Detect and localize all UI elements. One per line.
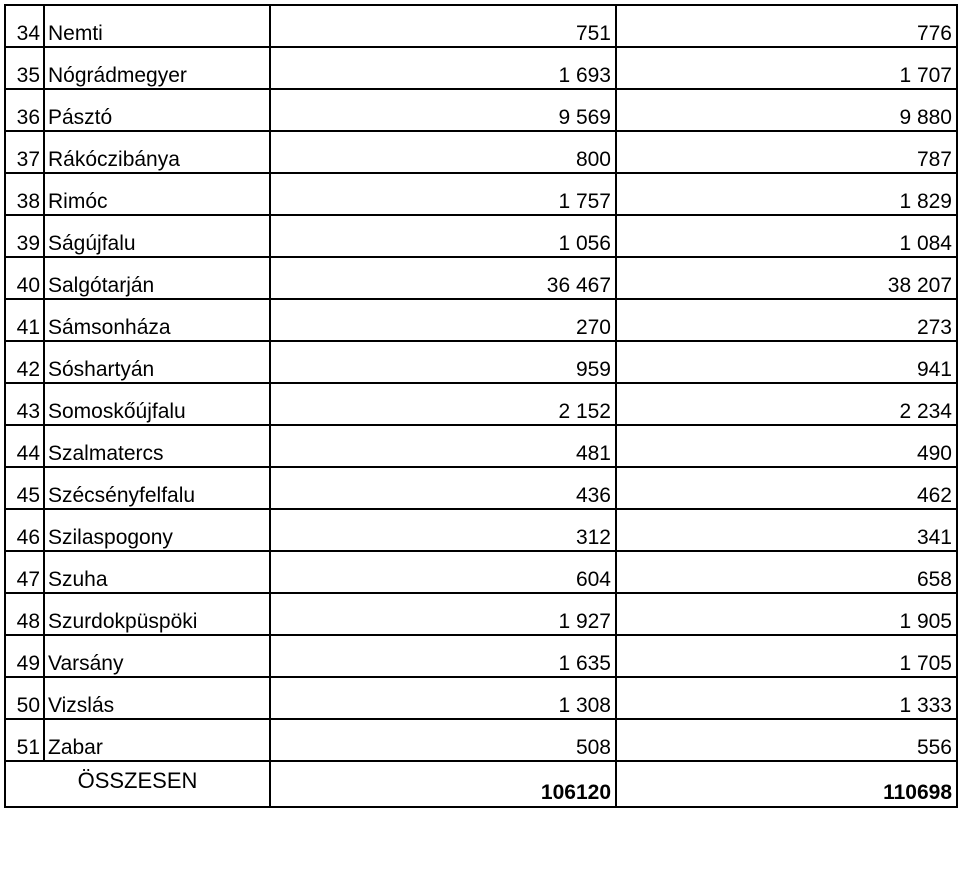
value-2: 2 234 xyxy=(616,383,957,425)
value-2: 1 084 xyxy=(616,215,957,257)
value-1: 312 xyxy=(270,509,616,551)
settlement-name: Vizslás xyxy=(44,677,270,719)
value-2: 490 xyxy=(616,425,957,467)
row-number: 44 xyxy=(5,425,44,467)
row-number: 46 xyxy=(5,509,44,551)
value-1: 959 xyxy=(270,341,616,383)
row-number: 50 xyxy=(5,677,44,719)
value-1: 1 635 xyxy=(270,635,616,677)
row-number: 45 xyxy=(5,467,44,509)
table-row xyxy=(5,89,957,131)
table-row xyxy=(5,677,957,719)
value-2: 462 xyxy=(616,467,957,509)
total-value-2: 110698 xyxy=(616,761,957,807)
row-number: 41 xyxy=(5,299,44,341)
value-2: 273 xyxy=(616,299,957,341)
row-number: 48 xyxy=(5,593,44,635)
value-1: 1 927 xyxy=(270,593,616,635)
value-2: 1 333 xyxy=(616,677,957,719)
value-1: 1 308 xyxy=(270,677,616,719)
value-1: 270 xyxy=(270,299,616,341)
row-number: 38 xyxy=(5,173,44,215)
value-1: 481 xyxy=(270,425,616,467)
table-row xyxy=(5,383,957,425)
table-row xyxy=(5,719,957,761)
value-1: 800 xyxy=(270,131,616,173)
row-number: 47 xyxy=(5,551,44,593)
total-value-1: 106120 xyxy=(270,761,616,807)
settlement-name: Rákóczibánya xyxy=(44,131,270,173)
total-row xyxy=(5,761,957,807)
value-1: 604 xyxy=(270,551,616,593)
value-1: 2 152 xyxy=(270,383,616,425)
settlement-name: Nógrádmegyer xyxy=(44,47,270,89)
table-row xyxy=(5,425,957,467)
settlement-name: Szécsényfelfalu xyxy=(44,467,270,509)
settlement-name: Szuha xyxy=(44,551,270,593)
row-number: 42 xyxy=(5,341,44,383)
value-2: 341 xyxy=(616,509,957,551)
value-2: 38 207 xyxy=(616,257,957,299)
table-row xyxy=(5,467,957,509)
table-row xyxy=(5,215,957,257)
value-1: 1 693 xyxy=(270,47,616,89)
table-row xyxy=(5,299,957,341)
row-number: 51 xyxy=(5,719,44,761)
value-2: 776 xyxy=(616,5,957,47)
row-number: 35 xyxy=(5,47,44,89)
settlement-name: Rimóc xyxy=(44,173,270,215)
row-number: 43 xyxy=(5,383,44,425)
row-number: 39 xyxy=(5,215,44,257)
table-row xyxy=(5,635,957,677)
total-label: ÖSSZESEN xyxy=(5,761,270,807)
value-1: 1 056 xyxy=(270,215,616,257)
table-row xyxy=(5,47,957,89)
settlement-name: Szilaspogony xyxy=(44,509,270,551)
settlement-name: Szurdokpüspöki xyxy=(44,593,270,635)
table-row xyxy=(5,5,957,47)
table-row xyxy=(5,551,957,593)
settlement-name: Somoskőújfalu xyxy=(44,383,270,425)
settlement-name: Pásztó xyxy=(44,89,270,131)
settlement-name: Salgótarján xyxy=(44,257,270,299)
settlement-name: Varsány xyxy=(44,635,270,677)
table-row xyxy=(5,257,957,299)
settlement-name: Sámsonháza xyxy=(44,299,270,341)
settlement-name: Sóshartyán xyxy=(44,341,270,383)
settlement-name: Szalmatercs xyxy=(44,425,270,467)
value-1: 1 757 xyxy=(270,173,616,215)
table-body xyxy=(5,5,957,807)
table-row xyxy=(5,341,957,383)
table-row xyxy=(5,173,957,215)
value-1: 751 xyxy=(270,5,616,47)
value-2: 1 829 xyxy=(616,173,957,215)
value-2: 9 880 xyxy=(616,89,957,131)
value-2: 1 705 xyxy=(616,635,957,677)
value-2: 556 xyxy=(616,719,957,761)
table-row xyxy=(5,593,957,635)
settlement-name: Zabar xyxy=(44,719,270,761)
row-number: 37 xyxy=(5,131,44,173)
settlement-name: Nemti xyxy=(44,5,270,47)
value-1: 36 467 xyxy=(270,257,616,299)
value-2: 1 905 xyxy=(616,593,957,635)
settlement-table xyxy=(4,4,958,808)
value-2: 941 xyxy=(616,341,957,383)
value-2: 658 xyxy=(616,551,957,593)
table-row xyxy=(5,131,957,173)
settlement-name: Ságújfalu xyxy=(44,215,270,257)
value-1: 436 xyxy=(270,467,616,509)
row-number: 49 xyxy=(5,635,44,677)
row-number: 34 xyxy=(5,5,44,47)
row-number: 36 xyxy=(5,89,44,131)
value-1: 9 569 xyxy=(270,89,616,131)
value-2: 787 xyxy=(616,131,957,173)
value-1: 508 xyxy=(270,719,616,761)
row-number: 40 xyxy=(5,257,44,299)
table-row xyxy=(5,509,957,551)
value-2: 1 707 xyxy=(616,47,957,89)
